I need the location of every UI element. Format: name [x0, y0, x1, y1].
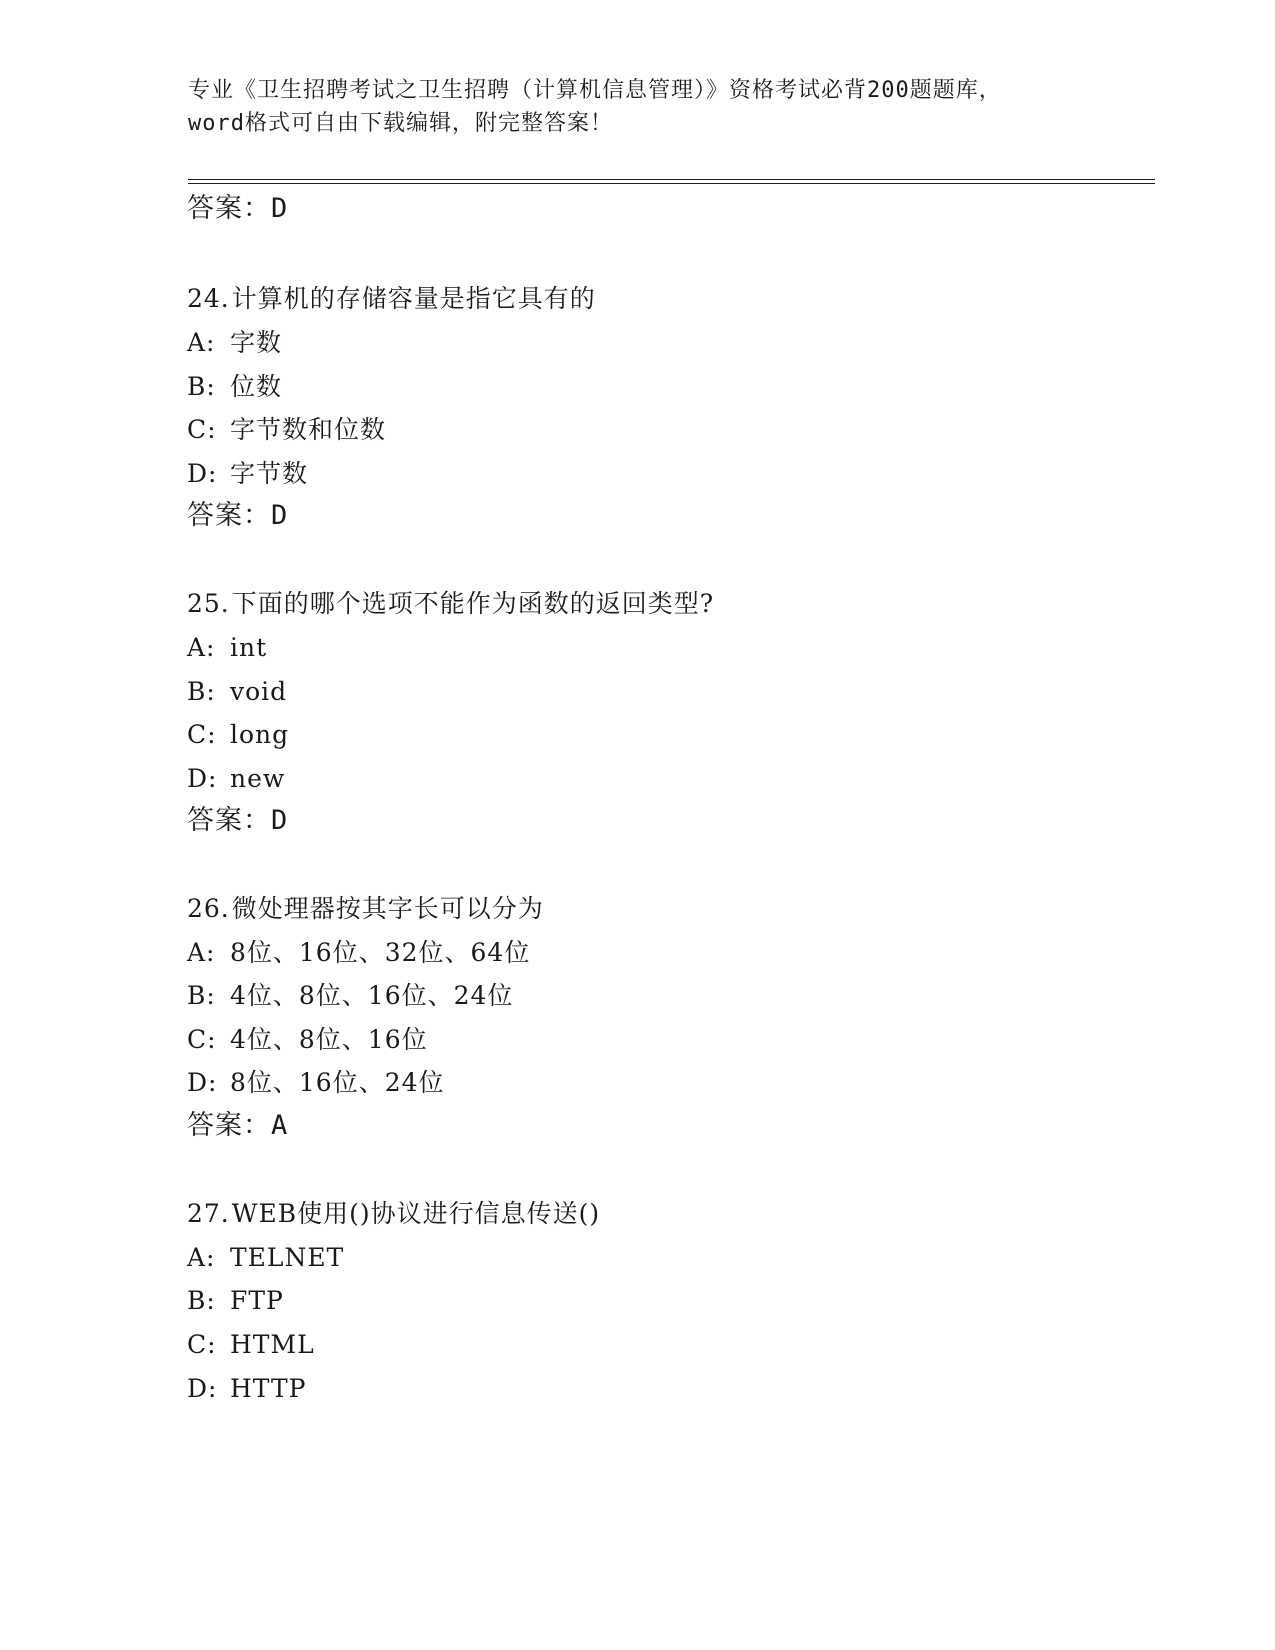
option-letter: B:: [187, 372, 216, 401]
answer-label: 答案：: [187, 500, 271, 531]
question-title: [187, 1198, 600, 1230]
question-number: 24.: [187, 284, 230, 313]
option-letter: B:: [187, 677, 216, 706]
option-text: int: [230, 633, 268, 662]
option-text: 8位、16位、32位、64位: [230, 938, 531, 967]
answer-value: D: [271, 805, 289, 836]
option-b: [187, 676, 287, 708]
option-letter: A:: [187, 938, 216, 967]
answer-label: 答案：: [187, 805, 271, 836]
option-letter: D:: [187, 459, 218, 488]
option-c: [187, 414, 386, 446]
option-c: [187, 1329, 315, 1361]
answer-value: D: [271, 500, 289, 531]
option-letter: C:: [187, 1330, 217, 1359]
option-a: [187, 632, 267, 664]
option-text: TELNET: [230, 1243, 345, 1272]
option-b: [187, 1285, 284, 1317]
option-text: HTTP: [230, 1374, 307, 1403]
question-text: 下面的哪个选项不能作为函数的返回类型?: [231, 589, 715, 618]
option-d: [187, 1373, 306, 1405]
option-text: 4位、8位、16位: [230, 1025, 428, 1054]
option-letter: D:: [187, 1068, 218, 1097]
header-line-2: word格式可自由下载编辑，附完整答案！: [188, 111, 613, 136]
question-number: 27.: [187, 1199, 230, 1228]
question-number: 26.: [187, 894, 230, 923]
document-header: [188, 74, 1088, 140]
option-text: FTP: [230, 1286, 284, 1315]
option-d: [187, 1067, 445, 1099]
option-text: HTML: [230, 1330, 315, 1359]
answer-value: A: [271, 1110, 289, 1141]
option-letter: A:: [187, 1243, 216, 1272]
option-letter: A:: [187, 328, 216, 357]
question-title: [187, 283, 596, 315]
question-text: 计算机的存储容量是指它具有的: [231, 284, 596, 313]
option-letter: C:: [187, 720, 217, 749]
question-number: 25.: [187, 589, 230, 618]
header-divider-bottom: [188, 183, 1155, 184]
answer-label: 答案：: [187, 193, 271, 224]
answer-line: [187, 1110, 288, 1142]
option-letter: B:: [187, 1286, 216, 1315]
answer-line: [187, 500, 288, 532]
option-text: 字节数和位数: [230, 415, 387, 444]
option-text: 字数: [230, 328, 283, 357]
answer-value: D: [271, 193, 289, 224]
option-text: 8位、16位、24位: [230, 1068, 445, 1097]
option-text: void: [230, 677, 288, 706]
answer-label: 答案：: [187, 1110, 271, 1141]
option-b: [187, 980, 513, 1012]
option-letter: C:: [187, 415, 217, 444]
question-text: 微处理器按其字长可以分为: [231, 894, 544, 923]
option-letter: D:: [187, 764, 218, 793]
option-a: [187, 327, 282, 359]
option-text: 字节数: [230, 459, 309, 488]
option-c: [187, 1024, 428, 1056]
option-text: 4位、8位、16位、24位: [230, 981, 514, 1010]
option-letter: A:: [187, 633, 216, 662]
option-letter: D:: [187, 1374, 218, 1403]
option-d: [187, 458, 308, 490]
option-letter: C:: [187, 1025, 217, 1054]
question-text: WEB使用()协议进行信息传送(): [231, 1199, 601, 1228]
option-letter: B:: [187, 981, 216, 1010]
option-text: long: [230, 720, 290, 749]
answer-line: [187, 805, 288, 837]
option-c: [187, 719, 289, 751]
option-text: 位数: [230, 372, 283, 401]
option-text: new: [230, 764, 286, 793]
option-a: [187, 937, 530, 969]
header-divider-top: [188, 179, 1155, 180]
answer-line: [187, 193, 288, 225]
option-b: [187, 371, 282, 403]
question-title: [187, 588, 714, 620]
option-d: [187, 763, 285, 795]
option-a: [187, 1242, 344, 1274]
question-title: [187, 893, 544, 925]
header-line-1: 专业《卫生招聘考试之卫生招聘（计算机信息管理）》资格考试必背200题题库，: [188, 78, 1002, 103]
